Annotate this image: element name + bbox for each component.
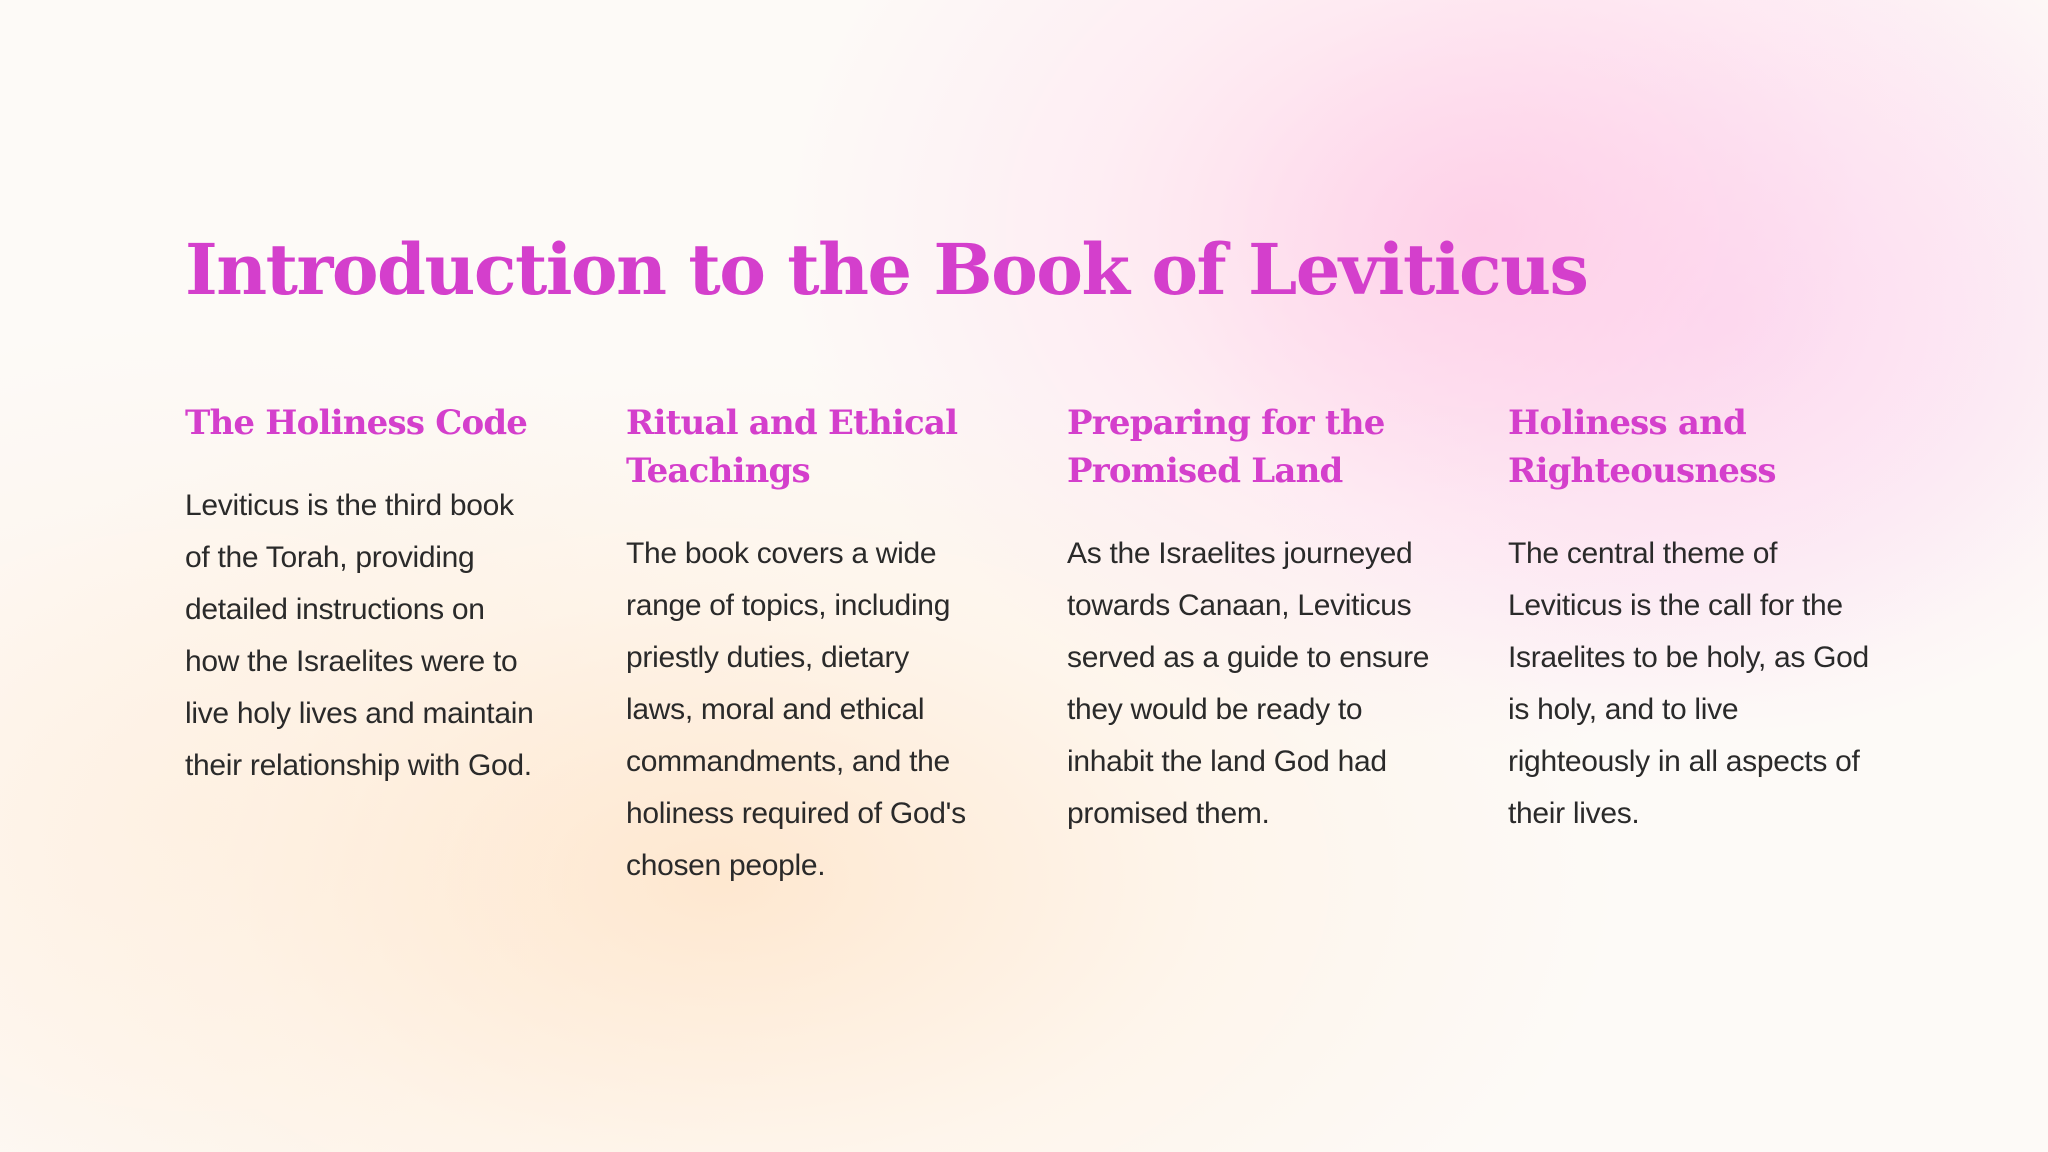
column-heading: The Holiness Code (185, 403, 528, 443)
column-holiness-righteousness (1508, 399, 1888, 840)
column-body: The book covers a wide range of topics, including priestly duties, dietary laws, moral and ethical commandments, and the holiness required of God's chosen people. (626, 537, 966, 882)
column-body: The central theme of Leviticus is the call for the Israelites to be holy, as God is holy, and to live righteously in all aspects of their lives. (1508, 537, 1869, 830)
column-body: As the Israelites journeyed towards Canaan, Leviticus served as a guide to ensure they would be ready to inhabit the land God had promised them. (1067, 537, 1430, 830)
column-preparing-promised-land (1067, 399, 1447, 840)
column-ritual-ethical-teachings (626, 399, 1006, 892)
column-heading: Ritual and Ethical Teachings (626, 403, 958, 491)
column-body: Leviticus is the third book of the Torah, providing detailed instructions on how the Israelites were to live holy lives and maintain their relationship with God. (185, 489, 534, 782)
column-heading: Preparing for the Promised Land (1067, 403, 1385, 491)
column-holiness-code (185, 399, 565, 792)
column-heading: Holiness and Righteousness (1508, 403, 1776, 491)
slide-title: Introduction to the Book of Leviticus (185, 228, 1588, 311)
